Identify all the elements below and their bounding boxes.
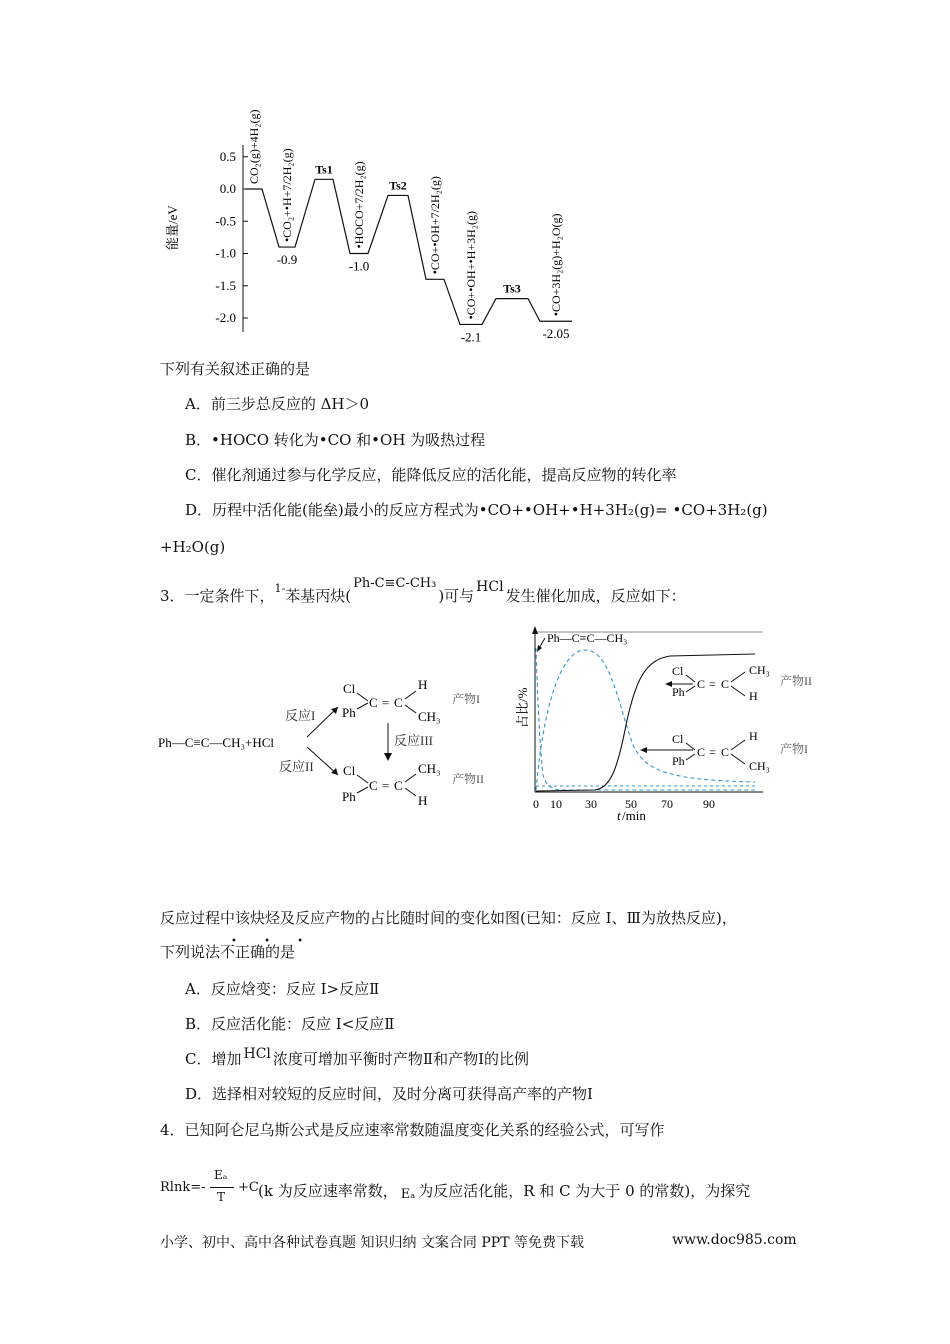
g-prod2-label: 产物II — [780, 674, 812, 688]
g-p1-eq: = — [709, 745, 716, 759]
graph-xlabel-t: t — [617, 808, 621, 823]
p2-c2: C — [394, 778, 403, 793]
g-p1-c1: C — [697, 745, 706, 759]
q3-para1: 反应过程中该炔烃及反应产物的占比随时间的变化如图(已知：反应 I、Ⅲ为放热反应)， — [160, 909, 737, 927]
p1-c1: C — [369, 695, 378, 710]
q2-option-d-cont: +H₂O(g) — [160, 538, 226, 556]
energy-state-label: Ts3 — [503, 281, 521, 296]
x-tick-label: 90 — [703, 797, 715, 811]
q4-f-left: Rlnk=- — [160, 1180, 206, 1195]
energy-value-label: -1.0 — [348, 258, 370, 274]
graph-xlabel-unit: /min — [622, 808, 646, 823]
p2-h: H — [418, 793, 428, 808]
q4-stem: 4．已知阿仑尼乌斯公式是反应速率常数随温度变化关系的经验公式，可写作 — [160, 1121, 665, 1139]
g-p1-h: H — [749, 729, 758, 743]
q3-stem-e: 发生催化加成，反应如下： — [505, 587, 686, 605]
p1-c2: C — [394, 695, 403, 710]
g-p1-c2: C — [721, 745, 730, 759]
y-tick-label: 0.0 — [219, 181, 236, 196]
q3-hcl: HCl — [476, 579, 504, 595]
g-p2-c2: C — [721, 677, 730, 691]
x-tick-label: 50 — [625, 797, 637, 811]
q3-option-c — [185, 1046, 530, 1070]
fraction-bar — [210, 1187, 234, 1188]
kinetics-graph — [505, 620, 845, 830]
g-p2-ph: Ph — [672, 685, 685, 699]
g-p2-cl: Cl — [672, 664, 684, 678]
g-p2-c1: C — [697, 677, 706, 691]
energy-state-label: Ts1 — [315, 162, 333, 177]
q3-stem-c: 苯基丙炔( — [285, 587, 352, 605]
q3-para2-text: 下列说法不正确的是 — [160, 943, 296, 961]
q3-option-c-hcl: HCl — [243, 1046, 271, 1062]
q4-f-den: T — [217, 1190, 226, 1204]
energy-profile-diagram — [150, 60, 600, 345]
energy-state-label: •CO+•OH+•H+3H₂(g) — [464, 211, 478, 320]
q3-option-c-post: 浓度可增加平衡时产物Ⅱ和产物Ⅰ的比例 — [272, 1050, 530, 1068]
y-tick-label: -0.5 — [215, 213, 236, 229]
q4-f-right: +C — [238, 1180, 259, 1195]
g-p2-h: H — [749, 689, 758, 703]
y-tick-label: -1.0 — [215, 245, 236, 261]
q4-line2 — [258, 1181, 750, 1203]
g-prod1-label: 产物I — [780, 742, 808, 756]
q3-stem-a: 3．一定条件下， — [160, 587, 275, 605]
scheme-label-r3: 反应III — [394, 733, 433, 748]
x-tick-label: 10 — [550, 797, 562, 811]
q3-stem — [160, 576, 686, 608]
energy-state-label: CO₂(g)+4H₂(g) — [247, 109, 261, 184]
q3-option-b: B．反应活化能：反应 I<反应Ⅱ — [185, 1015, 395, 1033]
curve-alkyne — [536, 648, 755, 790]
p2-c1: C — [369, 778, 378, 793]
p1-label: 产物I — [452, 692, 480, 706]
q3-formula: Ph-C≡C-CH₃ — [353, 576, 437, 591]
g-p2-ch3: CH₃ — [749, 663, 770, 677]
scheme-label-r1: 反应I — [285, 708, 316, 723]
y-tick-label: -2.0 — [215, 310, 236, 325]
y-tick-label: 0.5 — [219, 148, 236, 164]
p1-ph: Ph — [342, 705, 356, 720]
p2-eq: = — [382, 778, 390, 793]
q2-option-d: D．历程中活化能(能垒)最小的反应方程式为•CO+•OH+•H+3H₂(g)= •CO+3H₂(g) — [185, 501, 768, 519]
footer-text: 小学、初中、高中各种试卷真题 知识归纳 文案合同 PPT 等免费下载 — [160, 1235, 584, 1251]
p2-label: 产物II — [452, 772, 484, 786]
q4-formula — [160, 1168, 270, 1208]
p1-cl: Cl — [343, 681, 356, 696]
g-p1-cl: Cl — [672, 732, 684, 746]
scheme-label-r2: 反应II — [279, 759, 314, 774]
energy-state-label: Ts2 — [389, 178, 407, 193]
g-p2-eq: = — [709, 677, 716, 691]
p2-cl: Cl — [343, 763, 356, 778]
energy-state-label: •CO+•OH+7/2H₂(g) — [428, 176, 442, 275]
g-p1-ch3: CH₃ — [749, 759, 770, 773]
energy-value-label: -0.9 — [276, 252, 298, 268]
q3-option-a: A．反应焓变：反应 I>反应Ⅱ — [185, 980, 380, 998]
p1-h: H — [418, 677, 428, 692]
g-p1-ph: Ph — [672, 754, 685, 768]
q2-option-a: A．前三步总反应的 ΔH＞0 — [185, 395, 370, 413]
scheme-reactants: Ph—C≡C—CH₃+HCl — [158, 735, 274, 750]
x-tick-label: 70 — [661, 797, 673, 811]
x-tick-label: 0 — [533, 797, 539, 811]
q3-option-c-pre: C．增加 — [185, 1050, 242, 1068]
q2-stem: 下列有关叙述正确的是 — [160, 360, 311, 378]
q4-line2-b: 为反应活化能，R 和 C 为大于 0 的常数)，为探究 — [418, 1182, 751, 1200]
energy-state-labels — [247, 110, 563, 320]
q2-option-b: B．•HOCO 转化为•CO 和•OH 为吸热过程 — [185, 431, 486, 449]
energy-value-label: -2.1 — [460, 329, 482, 345]
energy-value-label: -2.05 — [542, 326, 570, 342]
p1-eq: = — [382, 695, 390, 710]
energy-state-label: •CO₂+•H+7/2H₂(g) — [280, 148, 294, 243]
x-tick-label: 30 — [585, 797, 597, 811]
y-tick-label: -1.5 — [215, 277, 236, 293]
footer-url[interactable]: www.doc985.com — [672, 1232, 797, 1248]
emphasis-dots: • • • — [231, 936, 316, 947]
q4-line2-a: (k 为反应速率常数， — [258, 1182, 398, 1200]
graph-ylabel: 占比/% — [515, 687, 530, 728]
q4-line2-ea: Eₐ — [400, 1187, 416, 1202]
curve-product2 — [536, 654, 755, 791]
energy-state-label: •HOCO+7/2H₂(g) — [352, 161, 366, 249]
p2-ch3: CH₃ — [418, 761, 441, 776]
q4-f-num: Eₐ — [214, 1168, 228, 1182]
energy-axis-label: 能量/eV — [165, 205, 180, 250]
p2-ph: Ph — [342, 789, 356, 804]
q2-option-c: C．催化剂通过参与化学反应，能降低反应的活化能，提高反应物的转化率 — [185, 466, 677, 484]
q3-stem-d: )可与 — [438, 587, 475, 605]
energy-state-label: •CO+3H₂(g)+H₂O(g) — [549, 213, 563, 317]
q3-stem-prefix: 1- — [274, 582, 286, 595]
q3-option-d: D．选择相对较短的反应时间，及时分离可获得高产率的产物Ⅰ — [185, 1085, 593, 1103]
graph-alkyne-label: Ph—C≡C—CH₃ — [547, 631, 628, 645]
reaction-scheme — [150, 665, 510, 845]
p1-ch3: CH₃ — [418, 709, 441, 724]
